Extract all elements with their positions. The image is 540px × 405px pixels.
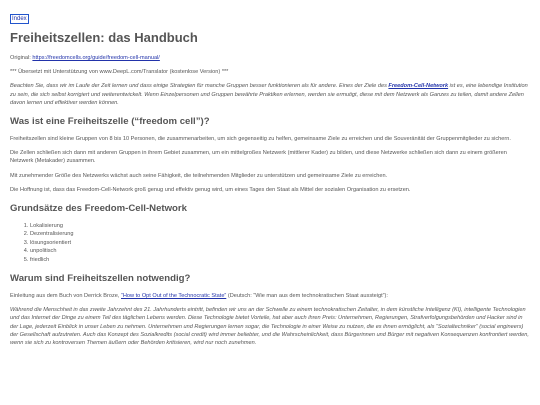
excerpt-suffix: (Deutsch: “Wie man aus dem technokratischen Staat aussteigt”): [226, 293, 388, 300]
list-item: 3. lösungsorientiert [30, 239, 530, 247]
page-title: Freiheitszellen: das Handbuch [10, 30, 198, 45]
original-prefix: Original: [10, 55, 33, 61]
excerpt-prefix: Einleitung aus dem Buch von Derrick Broze, [10, 293, 121, 300]
intro-paragraph [10, 82, 530, 107]
original-line [10, 54, 530, 62]
top-nav [10, 14, 530, 24]
section1-paragraph: Freiheitszellen sind kleine Gruppen von 8 bis 10 Personen, die zusammenarbeiten, um sich gegenseitig zu helfen, gemeinsame Ziele zu erreichen und die Souveränität der Gruppenmitglieder zu sichern. [10, 136, 511, 143]
book-quote: Während die Menschheit in das zweite Jahrzehnt des 21. Jahrhunderts eintritt, befinden wir uns an der Schwelle zu einem technokratischen Zeitalter, in dem künstliche Intelligenz (KI), intelligente Technologien und das Internet der Dinge zu einem Teil des täglichen Lebens werden. Diese Technologie bietet Vorteile, hat aber auch ihren Preis: Unternehmen, Regierungen, Strafverfolgungsbehörden und Hacker sind in der Lage, jederzeit Einblick in unser Leben zu nehmen. Unternehmen und Regierungen lernen sogar, die Technologie in einer Weise zu nutzen, die es ihnen ermöglicht, als “Sozialtechniker” (social engineers) der Gesellschaft aufzutreten. Auch das Konzept des Sozialkredits (social credit) wird immer beliebter, und die Wahrscheinlichkeit, dass Bürgerinnen und Bürger mit negativen Konsequenzen konfrontiert werden, wenn sie sich zu kontroversen Themen äußern oder Behörden kritisieren, wird nur noch zunehmen. [10, 307, 529, 347]
section-heading-why: Warum sind Freiheitszellen notwendig? [10, 273, 191, 285]
list-item: 4. unpolitisch [30, 247, 530, 255]
list-item: 2. Dezentralisierung [30, 230, 530, 238]
principles-list [10, 222, 530, 264]
translation-note: *** Übersetzt mit Unterstützung von www.DeepL.com/Translator (kostenlose Version) *** [10, 69, 229, 76]
index-link[interactable]: Index [12, 16, 27, 22]
section-heading-principles: Grundsätze des Freedom-Cell-Network [10, 203, 187, 215]
section1-paragraph: Die Hoffnung ist, dass das Freedom-Cell-Network groß genug und effektiv genug wird, um eines Tages den Staat als Mittel der sozialen Organisation zu ersetzen. [10, 186, 411, 193]
freedom-cell-network-link[interactable]: Freedom-Cell-Network [388, 83, 449, 90]
intro-text-1: Beachten Sie, dass wir im Laufe der Zeit lernen und dass einige Strategien für manche Gruppen besser funktionieren als für andere. Eines der Ziele des [10, 83, 389, 90]
book-excerpt-intro [10, 292, 530, 300]
list-item: 5. friedlich [30, 256, 530, 264]
section1-paragraph: Mit zunehmender Größe des Netzwerks wächst auch seine Fähigkeit, die teilnehmenden Mitglieder zu unterstützen und gemeinsame Ziele zu erreichen. [10, 172, 388, 179]
intro-text-2: ist es, eine lebendige Institution zu sein, die sich selbst korrigiert und weiterentwickelt. Wenn Einzelpersonen und Gruppen bewährte Praktiken erlernen, werden sie ermutigt, diese mit dem Netzwerk als Ganzes zu teilen, damit andere Zellen davon lernen und effektiver werden können. [10, 83, 528, 106]
section1-paragraph: Die Zellen schließen sich dann mit anderen Gruppen in ihrem Gebiet zusammen, um ein mittelgroßes Netzwerk (mittlerer Kader) zu bilden, und diese Netzwerke schließen sich dann zu einem größeren Netzwerk (Metakader) zusammen. [10, 150, 507, 165]
section-heading-what-is: Was ist eine Freiheitszelle (“freedom cell”)? [10, 116, 210, 128]
original-url-link[interactable]: https://freedomcells.org/guide/freedom-cell-manual/ [32, 55, 160, 61]
list-item: 1. Lokalisierung [30, 222, 530, 230]
book-title-link[interactable]: “How to Opt Out of the Technocratic State” [121, 293, 227, 300]
